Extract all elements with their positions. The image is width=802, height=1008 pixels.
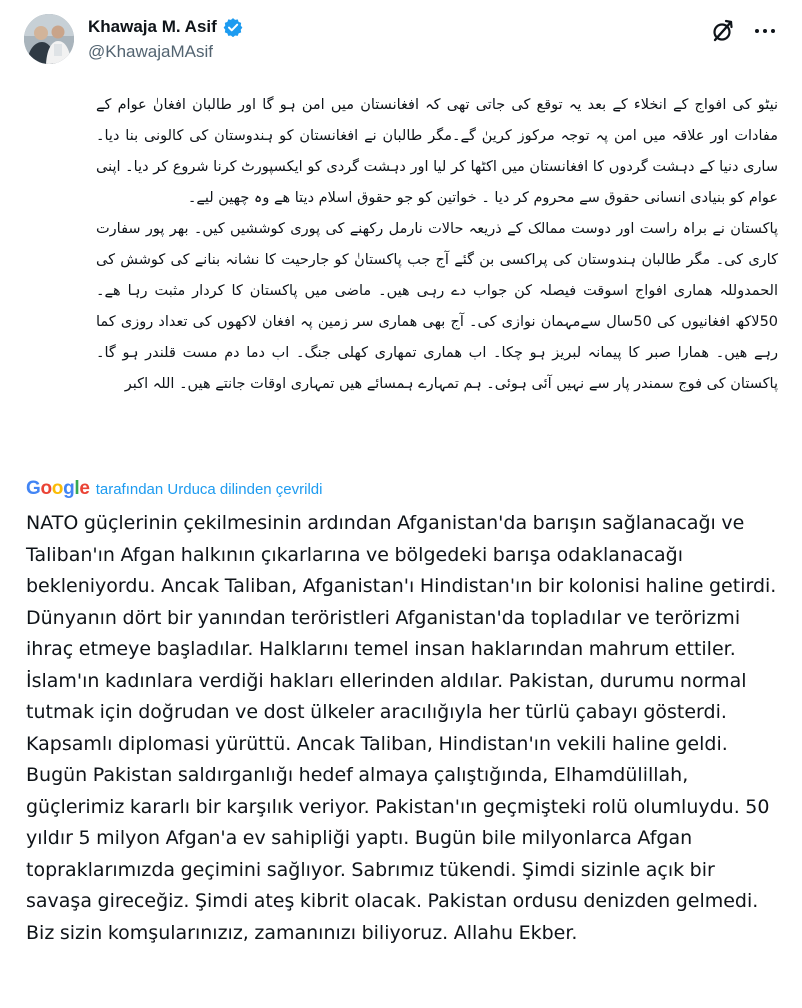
google-logo-letter: o [51, 478, 64, 499]
more-options-icon[interactable] [752, 18, 778, 44]
original-post-text [96, 90, 778, 400]
avatar[interactable] [24, 14, 74, 64]
translated-post-text: NATO güçlerinin çekilmesinin ardından Afganistan'da barışın sağlanacağı ve Taliban'ın Afgan halkının çıkarlarına ve bölgedeki barışa odaklanacağı bekleniyordu. Ancak Taliban, Afganistan'ı Hindistan'ın bir kolonisi haline getirdi. Dünyanın dört bir yanından teröristleri Afganistan'da topladılar ve terörizmi ihraç etmeye başladılar. Halklarını temel insan haklarından mahrum ettiler. İslam'ın kadınlara verdiği hakları ellerinden aldılar. Pakistan, durumu normal tutmak için doğrudan ve dost ülkeler aracılığıyla her türlü çabayı gösterdi. Kapsamlı diplomasi yürüttü. Ancak Taliban, Hindistan'ın vekili haline geldi. Bugün Pakistan saldırganlığı hedef almaya çalıştığında, Elhamdülillah, güçlerimiz kararlı bir karşılık veriyor. Pakistan'ın geçmişteki rolü olumluydu. 50 yıldır 5 milyon Afgan'a ev sahipliği yaptı. Bugün bile milyonlarca Afgan topraklarımızda geçimini sağlıyor. Sabrımız tükendi. Şimdi sizinle açık bir savaşa gireceğiz. Şimdi ateş kibrit olacak. Pakistan ordusu denizden gelmedi. Biz sizin komşularınızız, zamanınızı biliyoruz. Allahu Ekber. [26, 512, 777, 944]
profile-photo [24, 14, 74, 64]
display-name[interactable]: Khawaja M. Asif [88, 17, 217, 36]
google-logo [26, 478, 90, 500]
original-paragraph: نیٹو کی افواج کے انخلاء کے بعد یہ توقع کی جاتی تھی کہ افغانستان میں امن ہو گا اور طالبان افغانٰ عوام کے مفادات اور علاقہ میں امن پہ توجہ مرکوز کریںٰ گے۔مگر طالبان نے افغانستان کو ہندوستان کی کالونی بنا دیا۔ ساری دنیا کے دہشت گردوں کا افغانستان میں اکٹھا کر لیا اور دہشت گردی کو ایکسپورٹ کرنا شروع کر دیا۔ اپنی عوام کو بنیادی انسانی حقوق سے محروم کر دیا ۔ خواتین کو جو حقوق اسلام دیتا ھے وہ چھین لیے۔ [96, 97, 778, 206]
translated-from-link[interactable]: tarafından Urduca dilinden çevrildi [95, 480, 323, 498]
google-logo-letter: l [74, 478, 80, 499]
post-header [0, 0, 802, 80]
translation-attribution[interactable] [26, 477, 322, 501]
google-logo-letter: e [79, 478, 90, 499]
grok-icon[interactable] [710, 18, 736, 44]
verified-badge-icon[interactable] [223, 17, 243, 37]
author-handle[interactable]: @KhawajaMAsif [88, 42, 213, 61]
name-row [88, 16, 243, 38]
google-logo-letter: g [63, 478, 75, 499]
original-paragraph: پاکستان نے براہ راست اور دوست ممالک کے ذریعہ حالات نارمل رکھنے کی پوری کوششیں کیں۔ بھر پور سفارت کاری کی۔ مگر طالبان ہندوستان کی پراکسی بن گئے آج جب پاکستانٰ کو جارحیت کا نشانہ بنانے کی کوشش کی الحمدوللہ ھماری افواج اسوقت فیصلہ کن جواب دے رہی ھیں۔ ماضی میں پاکستان کا کردار مثبت رہا ھے۔ 50لاکھ افغانیوں کی 50سال سےمہمان نوازی کی۔ آج بھی ھماری سر زمین پہ افغان لاکھوں کی تعداد روزی کما رہے ھیں۔ ھمارا صبر کا پیمانہ لبریز ہو چکا۔ اب ھماری تمھاری کھلی جنگ۔ اب دما دم مست قلندر ہو گا۔ پاکستان کی فوج سمندر پار سے نہیں آئی ہوئی۔ ہم تمہارے ہمسائے ھیں تمہاری اوقات جانتے ھیں۔ اللہ اکبر [96, 221, 779, 392]
google-logo-letter: G [26, 478, 41, 499]
google-logo-letter: o [40, 478, 52, 499]
